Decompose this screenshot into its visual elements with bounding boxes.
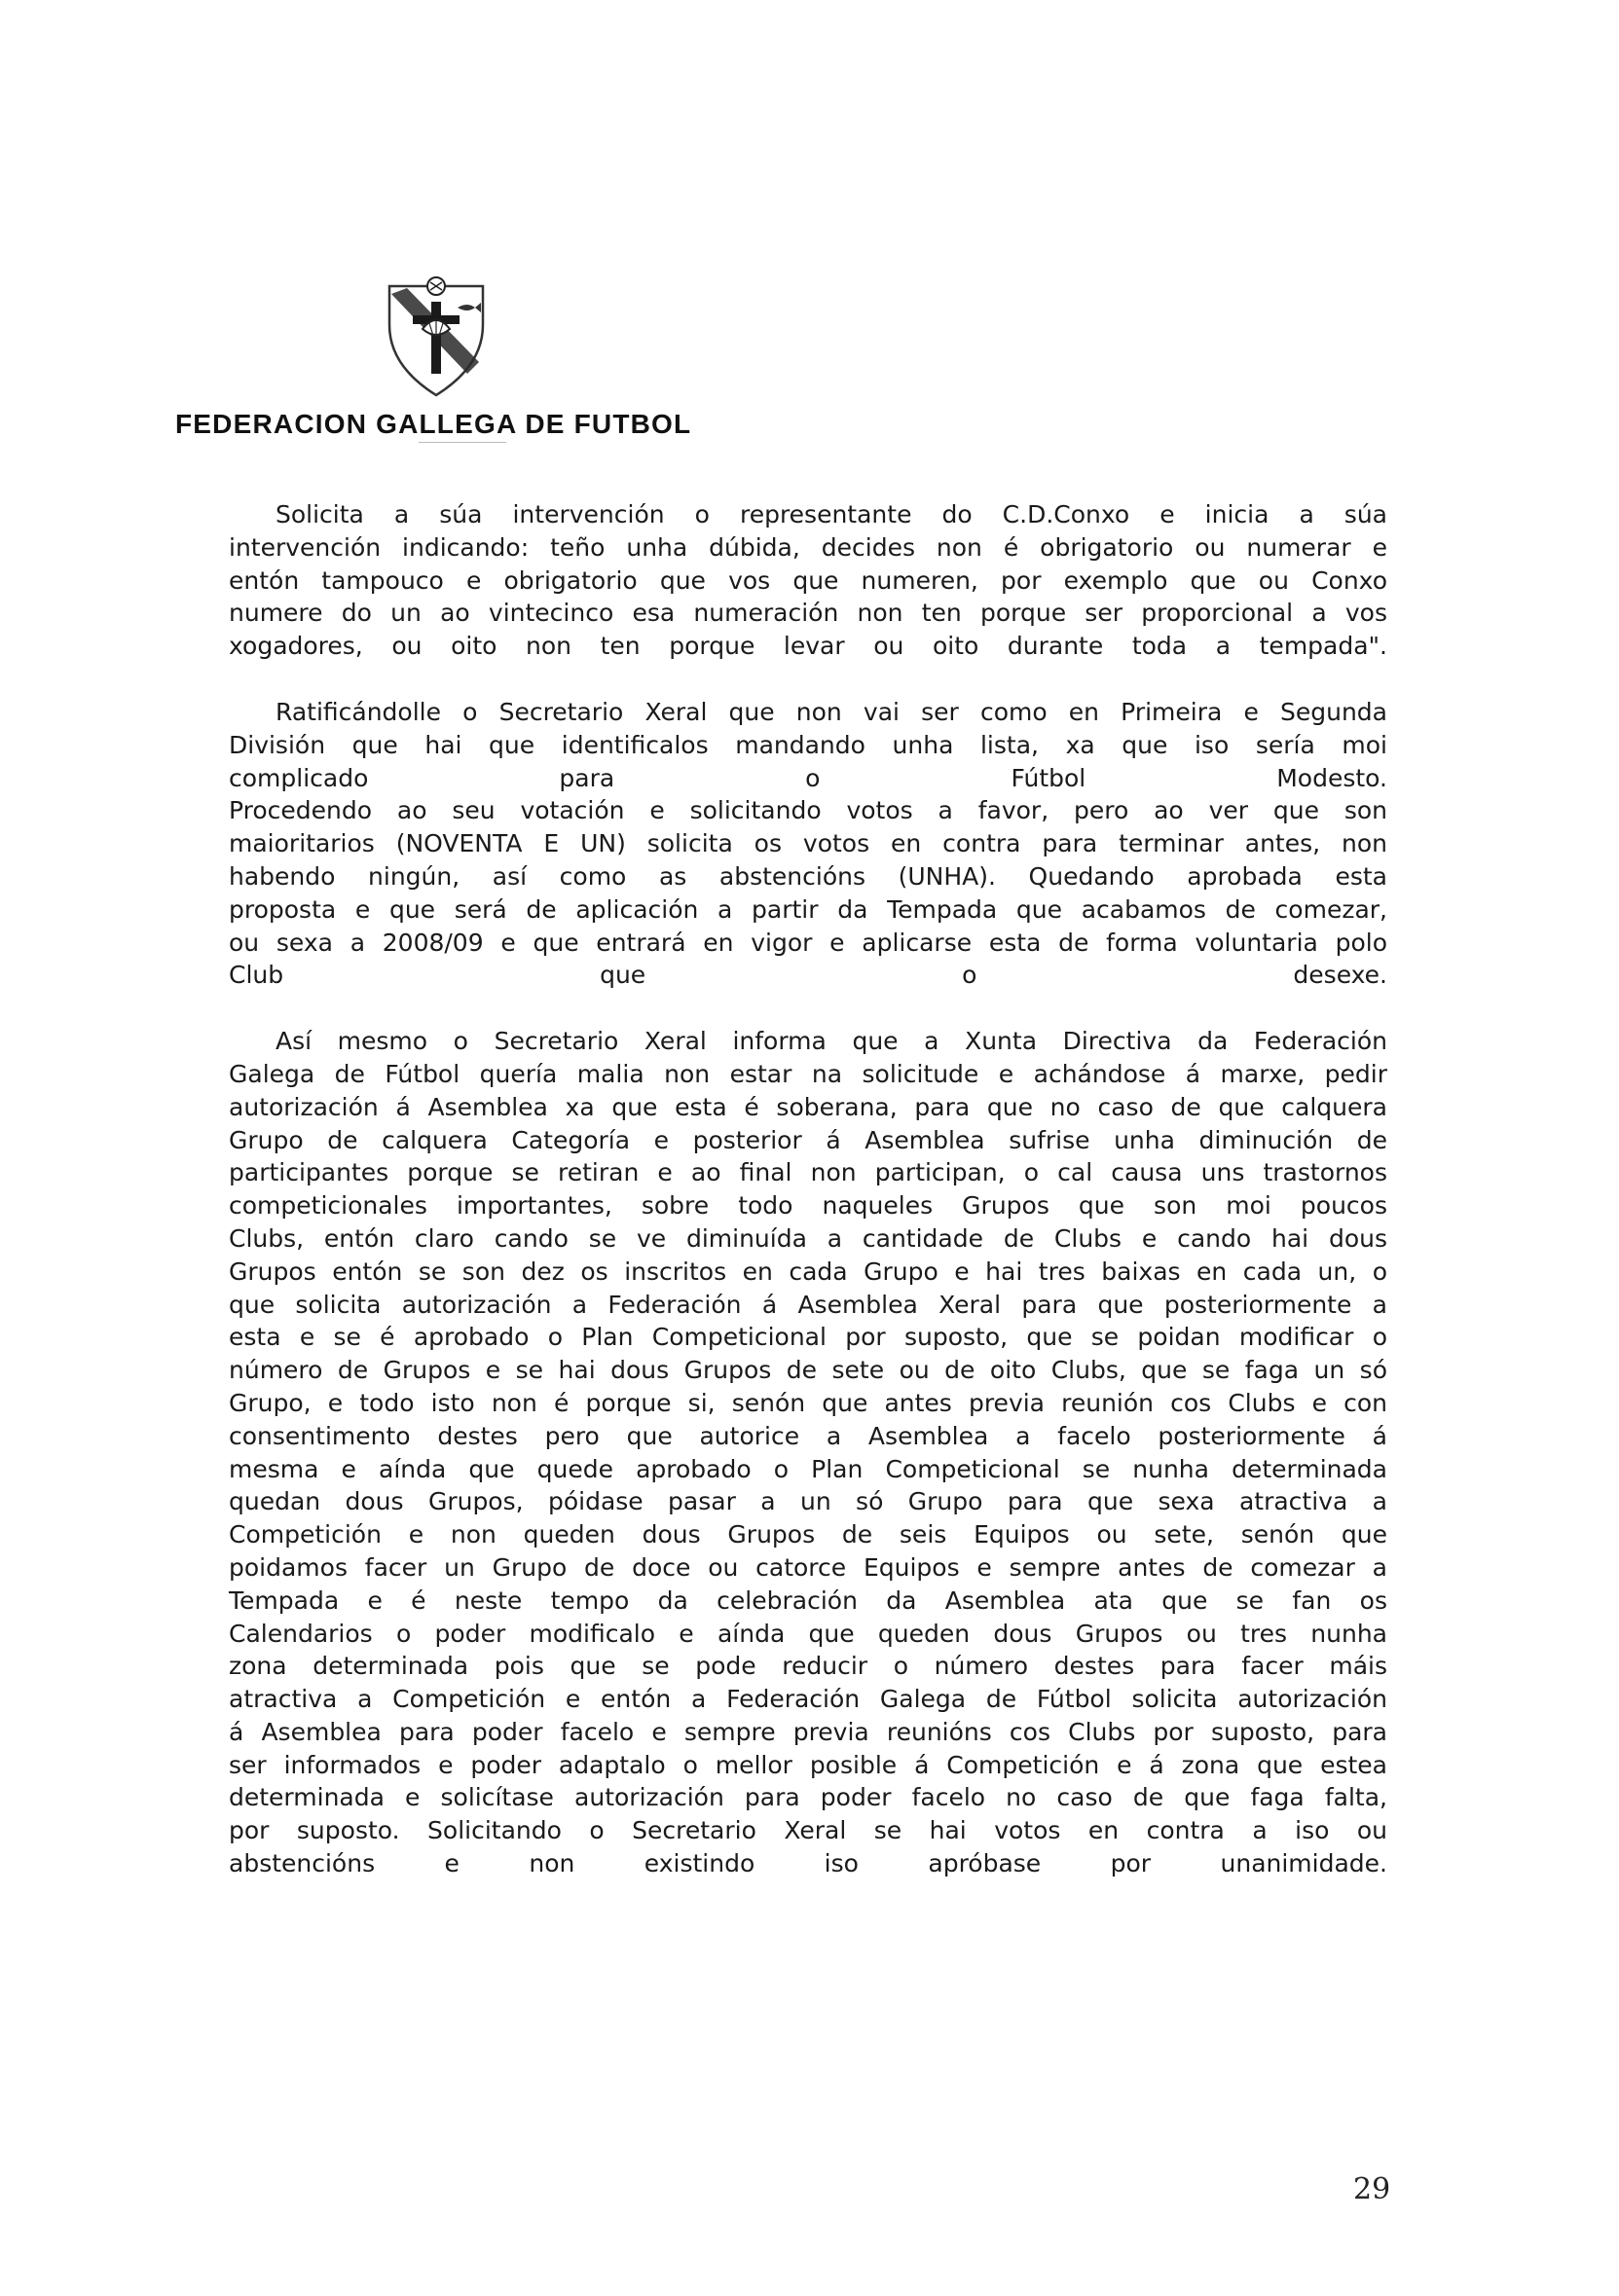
- text-line: División que hai que identificalos mandando unha lista, xa que iso sería moi: [229, 730, 1387, 759]
- paragraph: [229, 498, 1387, 663]
- text-line: competicionales importantes, sobre todo naqueles Grupos que son moi poucos: [229, 1191, 1387, 1221]
- paragraph: [229, 1025, 1387, 1880]
- text-line: Ratificándolle o Secretario Xeral que non vai ser como en Primeira e Segunda: [276, 697, 1387, 726]
- text-line: que solicita autorización a Federación á Asemblea Xeral para que posteriormente a: [229, 1290, 1387, 1319]
- text-line: entón tampouco e obrigatorio que vos que numeren, por exemplo que ou Conxo: [229, 565, 1387, 595]
- text-line: abstencións e non existindo iso apróbase por unanimidade.: [229, 1849, 1387, 1878]
- text-line: Tempada e é neste tempo da celebración da Asemblea ata que se fan os: [229, 1585, 1387, 1615]
- text-line: intervención indicando: teño unha dúbida, decides non é obrigatorio ou numerar e: [229, 532, 1387, 562]
- text-line: maioritarios (NOVENTA E UN) solicita os votos en contra para terminar antes, non: [229, 829, 1387, 858]
- text-line: Calendarios o poder modificalo e aínda que queden dous Grupos ou tres nunha: [229, 1619, 1387, 1648]
- text-line: quedan dous Grupos, póidase pasar a un só Grupo para que sexa atractiva a: [229, 1487, 1387, 1516]
- text-line: complicado para o Fútbol Modesto.: [229, 763, 1387, 792]
- header-divider: [419, 442, 506, 443]
- text-line: ou sexa a 2008/09 e que entrará en vigor e aplicarse esta de forma voluntaria polo: [229, 928, 1387, 957]
- organization-name: FEDERACION GALLEGA DE FUTBOL: [175, 409, 692, 439]
- text-line: zona determinada pois que se pode reducir o número destes para facer máis: [229, 1652, 1387, 1681]
- text-line: Competición e non queden dous Grupos de seis Equipos ou sete, senón que: [229, 1520, 1387, 1549]
- text-line: Grupo, e todo isto non é porque si, senón que antes previa reunión cos Clubs e con: [229, 1388, 1387, 1417]
- text-line: Clubs, entón claro cando se ve diminuída a cantidade de Clubs e cando hai dous: [229, 1223, 1387, 1253]
- text-line: autorización á Asemblea xa que esta é soberana, para que no caso de que calquera: [229, 1092, 1387, 1121]
- text-line: Galega de Fútbol quería malia non estar na solicitude e achándose á marxe, pedir: [229, 1059, 1387, 1088]
- text-line: número de Grupos e se hai dous Grupos de sete ou de oito Clubs, que se faga un só: [229, 1356, 1387, 1385]
- text-line: Solicita a súa intervención o representante do C.D.Conxo e inicia a súa: [276, 500, 1387, 528]
- text-line: Así mesmo o Secretario Xeral informa que a Xunta Directiva da Federación: [276, 1027, 1387, 1056]
- text-line: habendo ningún, así como as abstencións (UNHA). Quedando aprobada esta: [229, 861, 1387, 891]
- text-line: consentimento destes pero que autorice a Asemblea a facelo posteriormente á: [229, 1421, 1387, 1450]
- document-body: [229, 498, 1387, 1913]
- text-line: proposta e que será de aplicación a partir da Tempada que acabamos de comezar,: [229, 894, 1387, 924]
- text-line: Grupo de calquera Categoría e posterior á Asemblea sufrise unha diminución de: [229, 1125, 1387, 1154]
- paragraph: [229, 696, 1387, 992]
- text-line: Club que o desexe.: [229, 961, 1387, 990]
- text-line: poidamos facer un Grupo de doce ou catorce Equipos e sempre antes de comezar a: [229, 1552, 1387, 1582]
- text-line: por suposto. Solicitando o Secretario Xeral se hai votos en contra a iso ou: [229, 1816, 1387, 1845]
- federation-crest-icon: [378, 273, 495, 399]
- text-line: esta e se é aprobado o Plan Competicional por suposto, que se poidan modificar o: [229, 1323, 1387, 1352]
- text-line: participantes porque se retiran e ao final non participan, o cal causa uns trastornos: [229, 1158, 1387, 1187]
- text-line: mesma e aínda que quede aprobado o Plan Competicional se nunha determinada: [229, 1454, 1387, 1483]
- text-line: determinada e solicítase autorización para poder facelo no caso de que faga falta,: [229, 1783, 1387, 1812]
- text-line: xogadores, ou oito non ten porque levar ou oito durante toda a tempada".: [229, 632, 1387, 661]
- text-line: Grupos entón se son dez os inscritos en cada Grupo e hai tres baixas en cada un, o: [229, 1257, 1387, 1286]
- text-line: Procedendo ao seu votación e solicitando votos a favor, pero ao ver que son: [229, 796, 1387, 825]
- text-line: á Asemblea para poder facelo e sempre previa reunións cos Clubs por suposto, para: [229, 1717, 1387, 1746]
- text-line: atractiva a Competición e entón a Federación Galega de Fútbol solicita autorización: [229, 1685, 1387, 1714]
- text-line: numere do un ao vintecinco esa numeración non ten porque ser proporcional a vos: [229, 599, 1387, 628]
- text-line: ser informados e poder adaptalo o mellor posible á Competición e á zona que estea: [229, 1750, 1387, 1779]
- page-number: 29: [1353, 2172, 1391, 2206]
